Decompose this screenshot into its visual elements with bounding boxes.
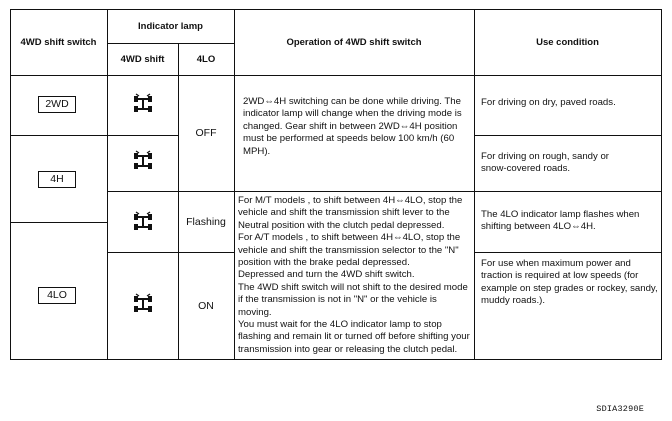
header-use-condition: Use condition [536, 36, 599, 48]
operation-2wd-4h: 2WD⇔4H switching can be done while driving. The indicator lamp will change when the driving mode is changed. Gear shift in between 2WD⇔4H position must be performed at speeds below 100 km/h (60 MPH). [243, 96, 462, 157]
lamp-state-flashing: Flashing [186, 215, 226, 228]
header-operation: Operation of 4WD shift switch [286, 36, 422, 48]
use-condition-flashing: The 4LO indicator lamp flashes when shifting between 4LO⇔4H. [481, 209, 640, 233]
header-4lo: 4LO [196, 53, 216, 65]
4wd-shift-icon [132, 211, 154, 233]
header-indicator-lamp: Indicator lamp [138, 20, 203, 32]
lamp-state-off: OFF [195, 127, 217, 139]
header-4wd-shift: 4WD shift [120, 53, 165, 65]
operation-4h-4lo: For M/T models , to shift between 4H⇔4LO, stop the vehicle and shift the transmission shift lever to the Neutral position with the clutch pedal depressed. For A/T models , to shift between 4H⇔4LO, stop the vehicle and shift the transmission selector to the "N" position with the brake pedal depressed. Depressed and turn the 4WD shift switch. The 4WD shift switch will not shift to the desired mode if the transmission is not in "N" or the vehicle is moving. You must wait for the 4LO indicator lamp to stop flashing and remain lit or turned off before shifting your transmission into gear or releasing the clutch pedal. [238, 195, 470, 355]
4wd-shift-icon [132, 150, 154, 172]
lamp-state-on: ON [198, 299, 214, 312]
use-condition-4h: For driving on rough, sandy or snow-covered roads. [481, 151, 609, 175]
4wd-shift-icon [132, 293, 154, 315]
figure-code: SDIA3290E [596, 404, 644, 414]
header-shift-switch: 4WD shift switch [20, 36, 97, 48]
switch-2wd-label: 2WD [38, 96, 76, 113]
use-condition-2wd: For driving on dry, paved roads. [481, 97, 616, 108]
use-condition-4lo: For use when maximum power and traction is required at low speeds (for example on step grades or rockey, sandy, muddy roads.). [481, 258, 658, 307]
switch-4h-label: 4H [38, 171, 76, 188]
switch-4lo-label: 4LO [38, 287, 76, 304]
4wd-shift-icon [132, 93, 154, 115]
